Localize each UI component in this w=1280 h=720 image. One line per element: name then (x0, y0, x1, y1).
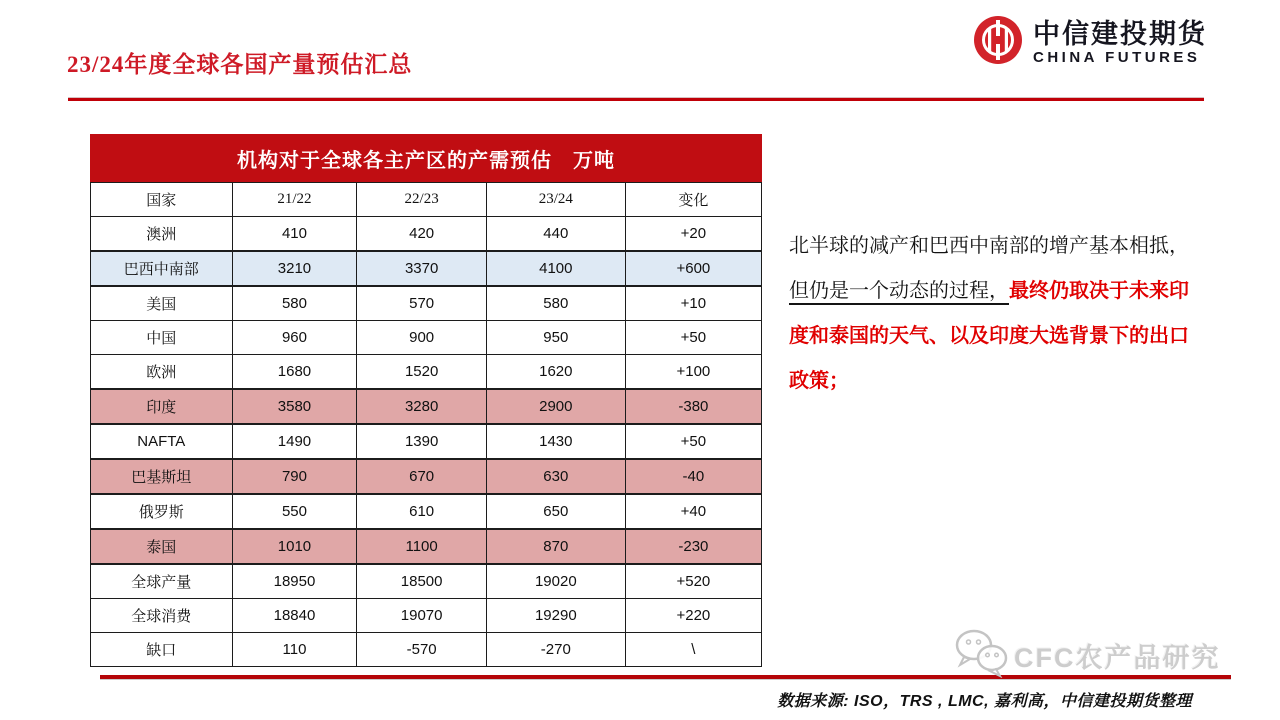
table-row (91, 321, 762, 355)
cell-value: +10 (625, 286, 761, 321)
commentary-part3-red: 最终仍取决于未来印度和泰国的天气、以及印度大选背景下的出口政策； (789, 280, 1189, 392)
table-body (91, 217, 762, 667)
cell-value: 580 (486, 286, 625, 321)
table-row (91, 599, 762, 633)
row-label: NAFTA (91, 424, 233, 459)
col-header-country: 国家 (91, 183, 233, 217)
production-table-grid (90, 182, 762, 667)
cell-value: 950 (486, 321, 625, 355)
cell-value: 1680 (232, 355, 357, 390)
row-label: 欧洲 (91, 355, 233, 390)
page-title: 23/24年度全球各国产量预估汇总 (67, 52, 413, 77)
cell-value: +220 (625, 599, 761, 633)
cell-value: -230 (625, 529, 761, 564)
cell-value: 4100 (486, 251, 625, 286)
cell-value: 1100 (357, 529, 487, 564)
row-label: 缺口 (91, 633, 233, 667)
cell-value: +50 (625, 424, 761, 459)
cell-value: 110 (232, 633, 357, 667)
table-row (91, 459, 762, 494)
cell-value: 410 (232, 217, 357, 252)
logo-text-cn: 中信建投期货 (1033, 18, 1207, 49)
cell-value: 570 (357, 286, 487, 321)
cell-value: 610 (357, 494, 487, 529)
commentary-part2-underlined: 但仍是一个动态的过程， (789, 280, 1009, 302)
table-row (91, 564, 762, 599)
cell-value: 550 (232, 494, 357, 529)
cell-value: 1520 (357, 355, 487, 390)
table-header-row (91, 183, 762, 217)
row-label: 泰国 (91, 529, 233, 564)
cell-value: 18950 (232, 564, 357, 599)
cell-value: 19070 (357, 599, 487, 633)
row-label: 巴西中南部 (91, 251, 233, 286)
cell-value: +100 (625, 355, 761, 390)
cell-value: 1010 (232, 529, 357, 564)
cell-value: 650 (486, 494, 625, 529)
cell-value: 960 (232, 321, 357, 355)
cell-value: 2900 (486, 389, 625, 424)
cell-value: 1620 (486, 355, 625, 390)
watermark-text: CFC农产品研究 (1014, 643, 1221, 673)
table-row (91, 355, 762, 390)
commentary-paragraph (789, 224, 1189, 404)
cell-value: 1490 (232, 424, 357, 459)
table-row (91, 286, 762, 321)
cell-value: 18500 (357, 564, 487, 599)
company-logo (972, 14, 1207, 71)
table-row (91, 251, 762, 286)
cell-value: \ (625, 633, 761, 667)
cfc-watermark (952, 628, 1221, 683)
row-label: 全球产量 (91, 564, 233, 599)
col-header-change: 变化 (625, 183, 761, 217)
row-label: 中国 (91, 321, 233, 355)
cell-value: -40 (625, 459, 761, 494)
commentary-part1: 北半球的减产和巴西中南部的增产基本相抵， (789, 235, 1189, 257)
cell-value: -380 (625, 389, 761, 424)
cell-value: 420 (357, 217, 487, 252)
cell-value: 1390 (357, 424, 487, 459)
row-label: 俄罗斯 (91, 494, 233, 529)
cell-value: +520 (625, 564, 761, 599)
wechat-icon (952, 628, 1010, 683)
col-header-2223: 22/23 (357, 183, 487, 217)
production-table (90, 134, 762, 667)
cell-value: 19290 (486, 599, 625, 633)
table-caption: 机构对于全球各主产区的产需预估 万吨 (90, 134, 762, 182)
logo-text-en: CHINA FUTURES (1033, 48, 1201, 66)
cell-value: +40 (625, 494, 761, 529)
cell-value: 3210 (232, 251, 357, 286)
cell-value: 900 (357, 321, 487, 355)
row-label: 巴基斯坦 (91, 459, 233, 494)
col-header-2122: 21/22 (232, 183, 357, 217)
cell-value: 670 (357, 459, 487, 494)
row-label: 澳洲 (91, 217, 233, 252)
cell-value: 630 (486, 459, 625, 494)
cell-value: 3580 (232, 389, 357, 424)
cell-value: -570 (357, 633, 487, 667)
cell-value: +20 (625, 217, 761, 252)
table-row (91, 494, 762, 529)
data-source-note: 数据来源: ISO，TRS , LMC, 嘉利高，中信建投期货整理 (777, 693, 1192, 710)
cell-value: 580 (232, 286, 357, 321)
table-row (91, 529, 762, 564)
cell-value: +600 (625, 251, 761, 286)
cell-value: 440 (486, 217, 625, 252)
cell-value: 3280 (357, 389, 487, 424)
cell-value: 790 (232, 459, 357, 494)
row-label: 印度 (91, 389, 233, 424)
cell-value: 3370 (357, 251, 487, 286)
cell-value: 870 (486, 529, 625, 564)
row-label: 全球消费 (91, 599, 233, 633)
table-row (91, 389, 762, 424)
cell-value: +50 (625, 321, 761, 355)
table-row (91, 633, 762, 667)
cell-value: 18840 (232, 599, 357, 633)
cell-value: 1430 (486, 424, 625, 459)
col-header-2324: 23/24 (486, 183, 625, 217)
table-row (91, 217, 762, 252)
cell-value: -270 (486, 633, 625, 667)
table-row (91, 424, 762, 459)
row-label: 美国 (91, 286, 233, 321)
cell-value: 19020 (486, 564, 625, 599)
title-divider (68, 97, 1204, 101)
citic-circle-logo-icon (972, 14, 1024, 71)
